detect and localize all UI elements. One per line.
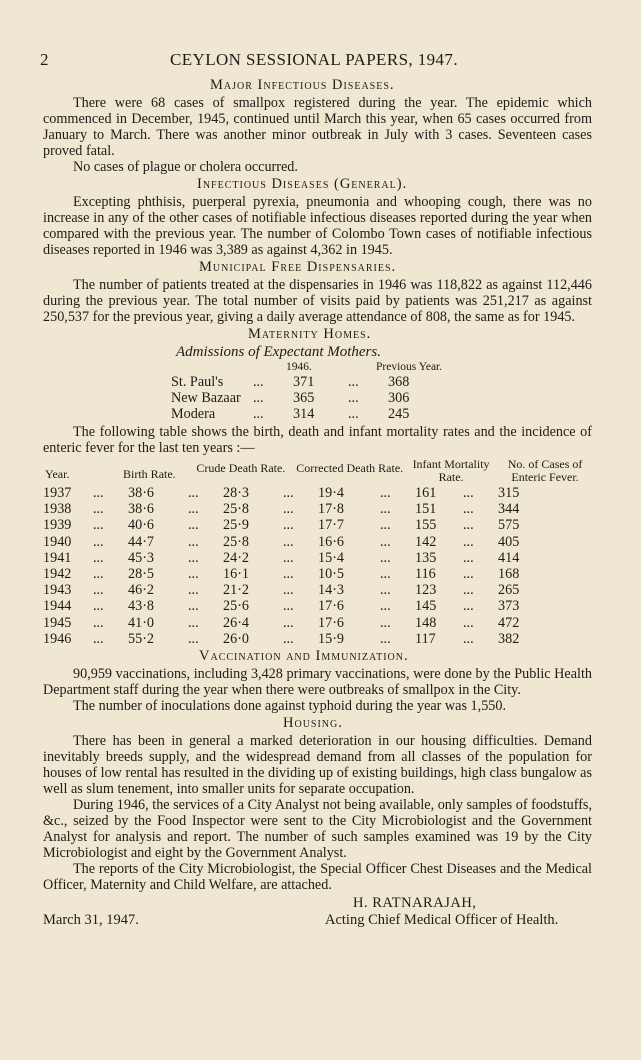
heading-maternity-homes: Maternity Homes. (248, 326, 372, 342)
enteric-fever-cell: 382 (498, 630, 520, 647)
table-row (171, 390, 592, 406)
table-row (43, 517, 592, 533)
infant-mortality-cell: 116 (415, 566, 436, 583)
leader-dots: ... (93, 630, 104, 647)
crude-death-rate-cell: 25·8 (223, 501, 250, 518)
leader-dots: ... (283, 598, 294, 615)
leader-dots: ... (93, 614, 104, 631)
corrected-death-rate-cell: 16·6 (318, 533, 345, 550)
value-1946: 371 (293, 374, 315, 390)
leader-dots: ... (463, 630, 474, 647)
col-birth-rate: Birth Rate. (123, 467, 176, 481)
leader-dots: ... (188, 549, 199, 566)
table-row (43, 501, 592, 517)
subheading-admissions: Admissions of Expectant Mothers. (176, 344, 381, 360)
leader-dots: ... (188, 517, 199, 534)
home-name: New Bazaar (171, 390, 241, 406)
leader-dots: ... (380, 549, 391, 566)
enteric-fever-cell: 414 (498, 549, 520, 566)
leader-dots: ... (283, 566, 294, 583)
year-cell: 1940 (43, 533, 72, 550)
birth-rate-cell: 28·5 (128, 566, 155, 583)
enteric-fever-cell: 472 (498, 614, 520, 631)
value-previous: 306 (388, 390, 410, 406)
crude-death-rate-cell: 25·9 (223, 517, 250, 534)
leader-dots: ... (380, 533, 391, 550)
year-cell: 1939 (43, 517, 72, 534)
leader-dots: ... (463, 566, 474, 583)
leader-dots: ... (283, 549, 294, 566)
birth-rate-cell: 40·6 (128, 517, 155, 534)
page-number: 2 (40, 50, 49, 69)
leader-dots: ... (380, 501, 391, 518)
leader-dots: ... (380, 630, 391, 647)
crude-death-rate-cell: 21·2 (223, 582, 250, 599)
leader-dots: ... (283, 485, 294, 501)
table-row (43, 534, 592, 550)
leader-dots: ... (188, 485, 199, 501)
enteric-fever-cell: 373 (498, 598, 520, 615)
table-row (171, 374, 592, 390)
leader-dots: ... (188, 566, 199, 583)
paragraph-vaccinations: 90,959 vaccinations, including 3,428 primary vaccinations, were done by the Public Health Department staff during the year when there were outbreaks of smallpox in the City. (43, 666, 592, 699)
year-cell: 1937 (43, 485, 72, 501)
leader-dots: ... (463, 582, 474, 599)
maternity-table-header (171, 361, 592, 374)
table-row (43, 582, 592, 598)
table-row (171, 406, 592, 422)
leader-dots: ... (93, 598, 104, 615)
paragraph-reports: The reports of the City Microbiologist, the Special Officer Chest Diseases and the Medical Officer, Maternity and Child Welfare, are attached. (43, 861, 592, 894)
leader-dots: ... (283, 614, 294, 631)
leader-dots: ... (188, 501, 199, 518)
enteric-fever-cell: 405 (498, 533, 520, 550)
birth-rate-cell: 38·6 (128, 485, 155, 501)
table-row (43, 550, 592, 566)
year-cell: 1938 (43, 501, 72, 518)
leader-dots: ... (188, 630, 199, 647)
table-row (43, 615, 592, 631)
birth-rate-cell: 38·6 (128, 501, 155, 518)
table-row (43, 566, 592, 582)
heading-vaccination: Vaccination and Immunization. (199, 648, 409, 665)
birth-rate-cell: 44·7 (128, 533, 155, 550)
infant-mortality-cell: 123 (415, 582, 437, 599)
col-corrected-death-rate: Corrected Death Rate. (296, 461, 404, 475)
maternity-table (171, 361, 592, 422)
table-row (43, 631, 592, 647)
paragraph-housing: There has been in general a marked deterioration in our housing difficulties. Demand inevitably breeds supply, and the widespread demand from all classes of the population for houses of low rental has resulted in the dividing up of existing buildings, high class bungalow as well as slum tenement, into smaller units for separate occupation. (43, 733, 592, 798)
stats-table-header (43, 458, 592, 483)
infant-mortality-cell: 148 (415, 614, 437, 631)
paragraph-food-samples: During 1946, the services of a City Analyst not being available, only samples of foodstuffs, &c., seized by the Food Inspector were sent to the City Microbiologist and the Government Analyst for analysis and report. The number of such samples examined was 19 by the City Microbiologist and eight by the Government Analyst. (43, 797, 592, 862)
paragraph-plague-cholera: No cases of plague or cholera occurred. (73, 159, 298, 175)
leader-dots: ... (463, 517, 474, 534)
leader-dots: ... (463, 501, 474, 518)
stats-table-body (43, 485, 592, 647)
leader-dots: ... (380, 598, 391, 615)
leader-dots: ... (283, 582, 294, 599)
value-previous: 368 (388, 374, 410, 390)
infant-mortality-cell: 155 (415, 517, 437, 534)
year-cell: 1945 (43, 614, 72, 631)
leader-dots: ... (283, 533, 294, 550)
corrected-death-rate-cell: 17·8 (318, 501, 345, 518)
leader-dots: ... (93, 485, 104, 501)
running-title: CEYLON SESSIONAL PAPERS, 1947. (170, 50, 458, 69)
value-previous: 245 (388, 406, 410, 422)
enteric-fever-cell: 265 (498, 582, 520, 599)
page-body (43, 76, 592, 929)
leader-dots: ... (283, 517, 294, 534)
table-row (43, 598, 592, 614)
value-1946: 314 (293, 406, 315, 422)
leader-dots: ... (188, 598, 199, 615)
leader-dots: ... (93, 501, 104, 518)
birth-rate-cell: 45·3 (128, 549, 155, 566)
crude-death-rate-cell: 24·2 (223, 549, 250, 566)
infant-mortality-cell: 117 (415, 630, 436, 647)
table-row (43, 485, 592, 501)
enteric-fever-cell: 575 (498, 517, 520, 534)
home-name: St. Paul's (171, 374, 224, 390)
corrected-death-rate-cell: 15·4 (318, 549, 345, 566)
leader-dots: ... (93, 517, 104, 534)
leader-dots: ... (253, 374, 264, 390)
heading-major-infectious-diseases: Major Infectious Diseases. (210, 77, 395, 93)
leader-dots: ... (188, 614, 199, 631)
birth-rate-cell: 43·8 (128, 598, 155, 615)
leader-dots: ... (253, 406, 264, 422)
leader-dots: ... (380, 582, 391, 599)
leader-dots: ... (93, 582, 104, 599)
corrected-death-rate-cell: 10·5 (318, 566, 345, 583)
corrected-death-rate-cell: 19·4 (318, 485, 345, 501)
value-1946: 365 (293, 390, 315, 406)
infant-mortality-cell: 145 (415, 598, 437, 615)
heading-housing: Housing. (283, 715, 343, 732)
corrected-death-rate-cell: 15·9 (318, 630, 345, 647)
col-previous-year: Previous Year. (376, 361, 443, 373)
infant-mortality-cell: 142 (415, 533, 437, 550)
paragraph-notifiable-diseases: Excepting phthisis, puerperal pyrexia, pneumonia and whooping cough, there was no increase in any of the other cases of notifiable infectious diseases reported during the year when compared with the previous year. The number of Colombo Town cases of notifiable infectious diseases reported in 1946 was 3,389 as against 4,362 in 1945. (43, 194, 592, 258)
leader-dots: ... (463, 533, 474, 550)
corrected-death-rate-cell: 14·3 (318, 582, 345, 599)
infant-mortality-cell: 161 (415, 485, 437, 501)
col-year: Year. (45, 467, 70, 481)
leader-dots: ... (380, 485, 391, 501)
signature-date: March 31, 1947. (43, 912, 139, 929)
col-crude-death-rate: Crude Death Rate. (196, 461, 286, 475)
year-cell: 1944 (43, 598, 72, 615)
infant-mortality-cell: 135 (415, 549, 437, 566)
crude-death-rate-cell: 16·1 (223, 566, 250, 583)
leader-dots: ... (188, 582, 199, 599)
leader-dots: ... (93, 566, 104, 583)
year-cell: 1941 (43, 549, 72, 566)
signatory-title: Acting Chief Medical Officer of Health. (325, 912, 559, 929)
leader-dots: ... (283, 630, 294, 647)
leader-dots: ... (348, 390, 359, 406)
crude-death-rate-cell: 28·3 (223, 485, 250, 501)
enteric-fever-cell: 344 (498, 501, 520, 518)
crude-death-rate-cell: 25·8 (223, 533, 250, 550)
heading-municipal-dispensaries: Municipal Free Dispensaries. (199, 259, 397, 275)
col-infant-mortality: Infant Mortality Rate. (412, 457, 490, 484)
leader-dots: ... (188, 533, 199, 550)
page-header (40, 50, 620, 72)
signature-block (43, 895, 592, 929)
paragraph-dispensaries: The number of patients treated at the dispensaries in 1946 was 118,822 as against 112,446 during the previous year. The total number of visits paid by patients was 251,217 as against 250,537 for the previous year, giving a daily average attendance of 808, the same as for 1945. (43, 277, 592, 325)
corrected-death-rate-cell: 17·6 (318, 598, 345, 615)
paragraph-smallpox: There were 68 cases of smallpox registered during the year. The epidemic which commenced in December, 1945, continued until March this year, when 65 cases occurred from January to March. There was another minor outbreak in July with 3 cases. Seventeen cases proved fatal. (43, 95, 592, 159)
signatory-name: H. RATNARAJAH, (353, 895, 477, 912)
leader-dots: ... (463, 614, 474, 631)
col-enteric-fever: No. of Cases of Enteric Fever. (507, 457, 583, 484)
enteric-fever-cell: 315 (498, 485, 520, 501)
heading-infectious-diseases-general: Infectious Diseases (General). (197, 176, 408, 192)
leader-dots: ... (283, 501, 294, 518)
birth-rate-cell: 46·2 (128, 582, 155, 599)
year-cell: 1946 (43, 630, 72, 647)
leader-dots: ... (348, 374, 359, 390)
birth-rate-cell: 41·0 (128, 614, 155, 631)
crude-death-rate-cell: 25·6 (223, 598, 250, 615)
year-cell: 1943 (43, 582, 72, 599)
leader-dots: ... (253, 390, 264, 406)
corrected-death-rate-cell: 17·7 (318, 517, 345, 534)
leader-dots: ... (380, 614, 391, 631)
enteric-fever-cell: 168 (498, 566, 520, 583)
corrected-death-rate-cell: 17·6 (318, 614, 345, 631)
paragraph-table-intro: The following table shows the birth, death and infant mortality rates and the incidence of enteric fever for the last ten years :— (43, 424, 592, 456)
col-1946: 1946. (286, 361, 312, 373)
birth-rate-cell: 55·2 (128, 630, 155, 647)
leader-dots: ... (380, 517, 391, 534)
leader-dots: ... (93, 533, 104, 550)
crude-death-rate-cell: 26·4 (223, 614, 250, 631)
year-cell: 1942 (43, 566, 72, 583)
paragraph-inoculations: The number of inoculations done against typhoid during the year was 1,550. (73, 698, 507, 715)
home-name: Modera (171, 406, 216, 422)
crude-death-rate-cell: 26·0 (223, 630, 250, 647)
leader-dots: ... (380, 566, 391, 583)
leader-dots: ... (463, 485, 474, 501)
infant-mortality-cell: 151 (415, 501, 437, 518)
leader-dots: ... (463, 549, 474, 566)
leader-dots: ... (93, 549, 104, 566)
leader-dots: ... (463, 598, 474, 615)
leader-dots: ... (348, 406, 359, 422)
